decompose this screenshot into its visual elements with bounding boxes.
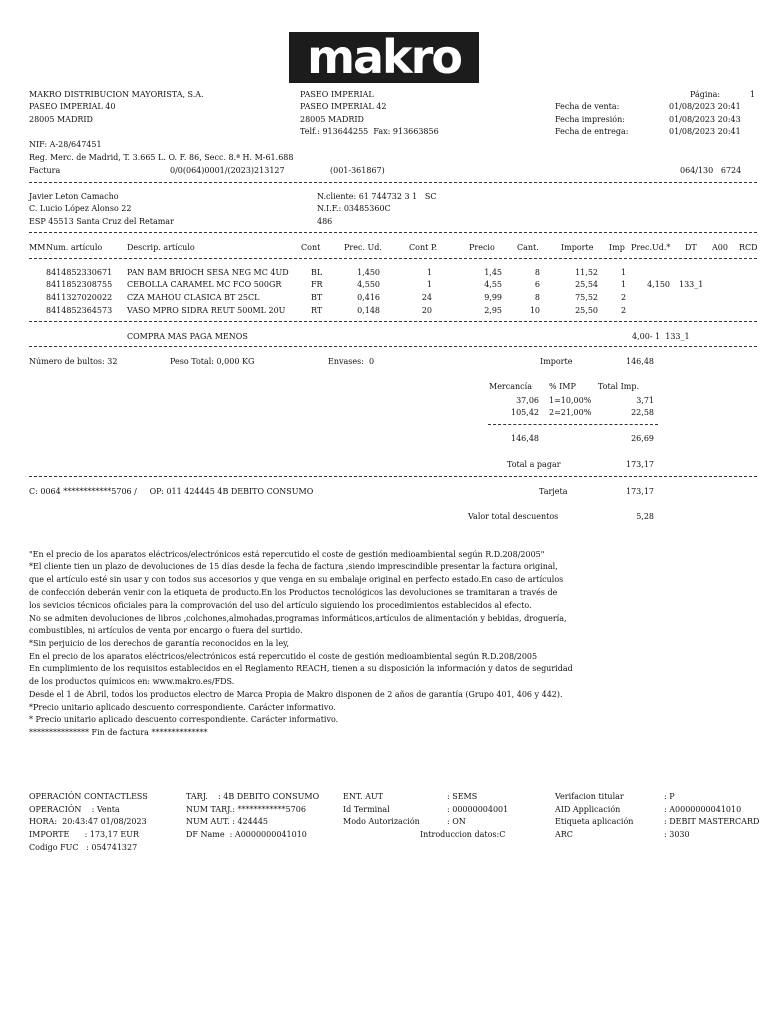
discount-label: Valor total descuentos (468, 512, 559, 521)
discount-value: 5,28 (636, 512, 654, 521)
tax-r2-merc: 105,42 (511, 408, 539, 417)
tax-r2-total: 22,58 (631, 408, 654, 417)
cell-unit-price: 4,550 (357, 280, 380, 289)
delivery-date: 01/08/2023 20:41 (669, 127, 741, 136)
note-line: "En el precio de los aparatos eléctricos/electrónicos está repercutido el coste de gestión medioambiental según R.D.208/2005" (29, 550, 545, 559)
col-cont: Cont (301, 243, 321, 252)
cell-disc-price: 4,150 (647, 280, 670, 289)
cell-price: 1,45 (484, 268, 502, 277)
cell-unit-price: 0,416 (357, 293, 380, 302)
divider (29, 258, 757, 259)
cell-description: CZA MAHOU CLASICA BT 25CL (127, 293, 260, 302)
col-dt: DT (685, 243, 697, 252)
pay-c3-value: : 00000004001 (447, 805, 509, 814)
note-line: *El cliente tien un plazo de devoluciones de 15 días desde la fecha de factura ,siendo imprescindible presentar la factura original, (29, 562, 558, 571)
col-rcd: RCD (739, 243, 758, 252)
pay-c1-line: Codigo FUC : 054741327 (29, 843, 138, 852)
seller-address: PASEO IMPERIAL 40 (29, 102, 116, 111)
pay-c2-line: DF Name : A0000000041010 (186, 830, 307, 839)
cell-qty: 8 (534, 293, 540, 302)
store-address: PASEO IMPERIAL 42 (300, 102, 387, 111)
cell-price: 4,55 (484, 280, 502, 289)
page-label: Página: (690, 90, 721, 99)
col-prec-ud: Prec. Ud. (344, 243, 382, 252)
promo-label: COMPRA MAS PAGA MENOS (127, 332, 248, 341)
tax-divider (488, 424, 658, 425)
cell-description: VASO MPRO SIDRA REUT 500ML 20U (127, 306, 286, 315)
pay-c3-extra: Introduccion datos:C (420, 830, 506, 839)
cell-qty: 10 (529, 306, 540, 315)
tax-header-total: Total Imp. (598, 382, 640, 391)
col-cant: Cant. (517, 243, 539, 252)
note-line: los sevicios técnicos oficiales para la comprovación del uso del artículo siguiendo los procedimientos establecidos al efecto. (29, 601, 532, 610)
col-desc: Descrip. artículo (127, 243, 195, 252)
note-line: combustibles, ni artículos de venta por encargo o fuera del surtido. (29, 626, 303, 635)
pay-c4-value: : DEBIT MASTERCARD (664, 817, 760, 826)
customer-name: Javier Leton Camacho (29, 192, 119, 201)
print-date: 01/08/2023 20:43 (669, 115, 741, 124)
bultos: Número de bultos: 32 (29, 357, 118, 366)
note-line: de los productos químicos en: www.makro.es/FDS. (29, 677, 235, 686)
cell-article-number: 8414852364573 (46, 306, 113, 315)
cell-price: 9,99 (484, 293, 502, 302)
seller-name: MAKRO DISTRIBUCION MAYORISTA, S.A. (29, 90, 204, 99)
tax-r1-merc: 37,06 (516, 396, 539, 405)
note-line: *Sin perjuicio de los derechos de garantía reconocidos en la ley, (29, 639, 290, 648)
pay-c1-line: OPERACIÓN CONTACTLESS (29, 792, 148, 801)
pay-c3-value: : SEMS (447, 792, 478, 801)
customer-number: N.cliente: 61 744732 3 1 SC (317, 192, 437, 201)
cell-cont-p: 24 (421, 293, 432, 302)
promo-value: 4,00- 1 133_1 (632, 332, 690, 341)
divider (29, 232, 757, 233)
cell-price: 2,95 (484, 306, 502, 315)
importe-value: 146,48 (626, 357, 654, 366)
cell-qty: 6 (534, 280, 540, 289)
note-line: En cumplimiento de los requisitos establecidos en el Reglamento REACH, tienen a su disposición la información y datos de seguridad (29, 664, 573, 673)
print-date-label: Fecha impresión: (555, 115, 625, 124)
tax-sum-total: 26,69 (631, 434, 654, 443)
pay-c2-line: NUM TARJ.: ************5706 (186, 805, 306, 814)
cell-cont: BL (311, 268, 323, 277)
pay-c3-value: : ON (447, 817, 466, 826)
cell-amount: 25,54 (575, 280, 598, 289)
pay-c1-line: HORA: 20:43:47 01/08/2023 (29, 817, 147, 826)
pay-c4-label: Etiqueta aplicación (555, 817, 634, 826)
pay-c4-label: ARC (555, 830, 573, 839)
cell-tax: 1 (621, 268, 627, 277)
envases: Envases: 0 (328, 357, 375, 366)
customer-nif: N.I.F.: 03485360C (317, 204, 391, 213)
col-a00: A00 (712, 243, 728, 252)
cell-article-number: 8411327020022 (46, 293, 113, 302)
cell-cont: RT (311, 306, 323, 315)
cell-description: CEBOLLA CARAMEL MC FCO 500GR (127, 280, 282, 289)
pay-c2-line: NUM AUT. : 424445 (186, 817, 269, 826)
store-name: PASEO IMPERIAL (300, 90, 374, 99)
pay-c3-label: Modo Autorización (343, 817, 420, 826)
logo-text: makro (307, 30, 461, 84)
pay-c4-label: Verifacion titular (555, 792, 624, 801)
tax-sum-merc: 146,48 (511, 434, 539, 443)
customer-code: 486 (317, 217, 333, 226)
col-precio: Precio (469, 243, 495, 252)
card-operation: C: 0064 ************5706 / OP: 011 424445 4B DEBITO CONSUMO (29, 487, 314, 496)
note-line: En el precio de los aparatos eléctricos/electrónicos está repercutido el coste de gestión medioambiental según R.D.208/2005 (29, 652, 538, 661)
tax-r1-total: 3,71 (636, 396, 654, 405)
note-line: *************** Fin de factura ************** (29, 728, 208, 737)
col-importe: Importe (561, 243, 594, 252)
invoice-code: 064/130 6724 (680, 166, 742, 175)
tax-header-merc: Mercancía (489, 382, 532, 391)
invoice-ref: (001-361867) (330, 166, 385, 175)
sale-date-label: Fecha de venta: (555, 102, 620, 111)
note-line: *Precio unitario aplicado descuento correspondiente. Carácter informativo. (29, 703, 336, 712)
cell-cont-p: 20 (421, 306, 432, 315)
invoice-label: Factura (29, 166, 61, 175)
cell-tax: 1 (621, 280, 627, 289)
store-phone-fax: Telf.: 913644255 Fax: 913663856 (300, 127, 439, 136)
pay-c4-value: : 3030 (664, 830, 690, 839)
seller-city: 28005 MADRID (29, 115, 93, 124)
customer-city: ESP 45513 Santa Cruz del Retamar (29, 217, 174, 226)
tax-r2-imp: 2=21,00% (549, 408, 592, 417)
note-line: Desde el 1 de Abril, todos los productos electro de Marca Propia de Makro disponen de 2 años de garantía (Grupo 401, 406 y 442). (29, 690, 563, 699)
note-line: No se admiten devoluciones de libros ,colchones,almohadas,programas informáticos,artículos de alimentación y bebidas, droguería, (29, 614, 567, 623)
invoice-number: 0/0(064)0001/(2023)213127 (170, 166, 285, 175)
tax-r1-imp: 1=10,00% (549, 396, 592, 405)
cell-qty: 8 (534, 268, 540, 277)
pay-c4-label: AID Applicación (555, 805, 621, 814)
cell-description: PAN BAM BRIOCH SESA NEG MC 4UD (127, 268, 289, 277)
col-num: Num. artículo (46, 243, 103, 252)
total-pay-label: Total a pagar (507, 460, 561, 469)
pay-c4-value: : A0000000041010 (664, 805, 742, 814)
page-number: 1 (750, 90, 756, 99)
total-pay-value: 173,17 (626, 460, 654, 469)
sale-date: 01/08/2023 20:41 (669, 102, 741, 111)
total-weight: Peso Total: 0,000 KG (170, 357, 255, 366)
cell-unit-price: 0,148 (357, 306, 380, 315)
card-value: 173,17 (626, 487, 654, 496)
note-line: * Precio unitario aplicado descuento correspondiente. Carácter informativo. (29, 715, 339, 724)
pay-c2-line: TARJ. : 4B DEBITO CONSUMO (186, 792, 320, 801)
cell-dt: 133_1 (679, 280, 704, 289)
note-line: que el artículo esté sin usar y con todos sus accesorios y que venga en su embalaje original en perfecto estado.En caso de artículos (29, 575, 564, 584)
cell-cont-p: 1 (426, 268, 432, 277)
pay-c3-label: ENT. AUT (343, 792, 383, 801)
divider (29, 346, 757, 347)
cell-amount: 25,50 (575, 306, 598, 315)
cell-unit-price: 1,450 (357, 268, 380, 277)
seller-registry: Reg. Merc. de Madrid, T. 3.665 L. O. F. 86, Secc. 8.ª H. M-61.688 (29, 153, 294, 162)
cell-cont: FR (311, 280, 323, 289)
cell-amount: 75,52 (575, 293, 598, 302)
col-imp: Imp (609, 243, 625, 252)
divider (29, 476, 757, 477)
pay-c1-line: IMPORTE : 173,17 EUR (29, 830, 139, 839)
customer-address: C. Lucio López Alonso 22 (29, 204, 132, 213)
divider (29, 321, 757, 322)
makro-logo (289, 32, 479, 83)
cell-article-number: 8411852308755 (46, 280, 113, 289)
note-line: de confección deberán venir con la etiqueta de producto.En los Productos tecnológicos las devoluciones se tramitaran a través de (29, 588, 558, 597)
divider (29, 182, 757, 183)
pay-c4-value: : P (664, 792, 675, 801)
cell-article-number: 8414852330671 (46, 268, 113, 277)
cell-cont: BT (311, 293, 323, 302)
cell-tax: 2 (621, 306, 627, 315)
tax-header-imp: % IMP (549, 382, 576, 391)
card-label: Tarjeta (539, 487, 568, 496)
cell-cont-p: 1 (426, 280, 432, 289)
cell-tax: 2 (621, 293, 627, 302)
col-prec-ud-star: Prec.Ud.* (631, 243, 671, 252)
store-city: 28005 MADRID (300, 115, 364, 124)
pay-c3-label: Id Terminal (343, 805, 390, 814)
pay-c1-line: OPERACIÓN : Venta (29, 805, 120, 814)
seller-nif: NIF: A-28/647451 (29, 140, 102, 149)
cell-amount: 11,52 (575, 268, 598, 277)
delivery-date-label: Fecha de entrega: (555, 127, 629, 136)
col-mm: MM (29, 243, 46, 252)
col-cont-p: Cont P. (409, 243, 438, 252)
importe-label: Importe (540, 357, 573, 366)
